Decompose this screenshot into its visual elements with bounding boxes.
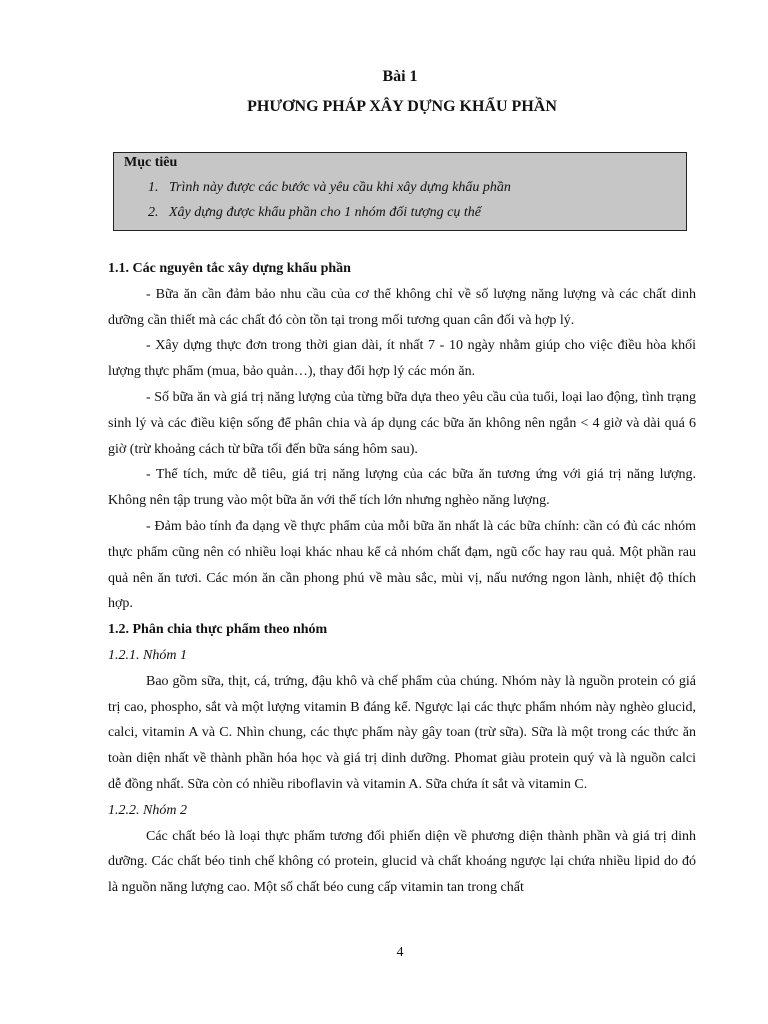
paragraph: - Bữa ăn cần đảm bảo nhu cầu của cơ thể không chỉ về số lượng năng lượng và các chất dinh dưỡng cần thiết mà các chất đó còn tồn tại trong mối tương quan cân đối và hợp lý. (108, 286, 696, 328)
paragraph: - Đảm bảo tính đa dạng về thực phẩm của mỗi bữa ăn nhất là các bữa chính: cần có đủ các nhóm thực phẩm cũng nên có nhiều loại khác nhau kể cả nhóm chất đạm, ngũ cốc hay rau quả. Một phần rau quả nên ăn tươi. Các món ăn cần phong phú về màu sắc, mùi vị, nấu nướng ngon lành, nhiệt độ thích hợp. (108, 518, 696, 612)
objective-item (148, 205, 481, 221)
subsection-heading: 1.2.1. Nhóm 1 (108, 647, 187, 663)
paragraph: - Số bữa ăn và giá trị năng lượng của từng bữa dựa theo yêu cầu của tuổi, loại lao động, tình trạng sinh lý và các điều kiện sống để phân chia và áp dụng các bữa ăn không nên ngắn < 4 giờ và dài quá 6 giờ (trừ khoảng cách từ bữa tối đến bữa sáng hôm sau). (108, 389, 696, 457)
objective-text: Xây dựng được khẩu phần cho 1 nhóm đối tượng cụ thể (169, 205, 481, 220)
objective-number: 2. (148, 205, 159, 220)
paragraph: Bao gồm sữa, thịt, cá, trứng, đậu khô và chế phẩm của chúng. Nhóm này là nguồn protein có giá trị cao, phospho, sắt và một lượng vitamin B đáng kể. Ngược lại các thực phẩm nhóm này nghèo glucid, calci, vitamin A và C. Nhìn chung, các thực phẩm này gây toan (trừ sữa). Sữa là một trong các thức ăn toàn diện nhất về thành phần hóa học và giá trị dinh dưỡng. Phomat giàu protein quý và là nguồn calci dễ đồng nhất. Sữa còn có nhiều riboflavin và vitamin A. Sữa chứa ít sắt và vitamin C. (108, 673, 696, 792)
document-body (108, 256, 696, 901)
objective-number: 1. (148, 180, 159, 195)
lesson-title: PHƯƠNG PHÁP XÂY DỰNG KHẨU PHẦN (247, 98, 557, 115)
page-number: 4 (396, 945, 404, 960)
lesson-number: Bài 1 (382, 68, 418, 85)
subsection-heading: 1.2.2. Nhóm 2 (108, 802, 187, 818)
paragraph: Các chất béo là loại thực phẩm tương đối phiến diện về phương diện thành phần và giá trị dinh dưỡng. Các chất béo tinh chế không có protein, glucid và chất khoáng ngược lại chứa nhiều lipid do đó là nguồn năng lượng cao. Một số chất béo cung cấp vitamin tan trong chất (108, 828, 696, 896)
paragraph: - Thể tích, mức dễ tiêu, giá trị năng lượng của các bữa ăn tương ứng với giá trị năng lượng. Không nên tập trung vào một bữa ăn với thể tích lớn nhưng nghèo năng lượng. (108, 467, 696, 509)
objectives-box (113, 152, 687, 231)
objective-item (148, 180, 511, 196)
paragraph: - Xây dựng thực đơn trong thời gian dài, ít nhất 7 - 10 ngày nhằm giúp cho việc điều hòa khối lượng thực phẩm (mua, bảo quản…), thay đổi hợp lý các món ăn. (108, 338, 696, 380)
objective-text: Trình này được các bước và yêu cầu khi xây dựng khẩu phần (169, 180, 511, 195)
section-heading: 1.2. Phân chia thực phẩm theo nhóm (108, 622, 328, 638)
section-heading: 1.1. Các nguyên tắc xây dựng khẩu phần (108, 261, 351, 276)
objectives-heading: Mục tiêu (124, 155, 178, 170)
